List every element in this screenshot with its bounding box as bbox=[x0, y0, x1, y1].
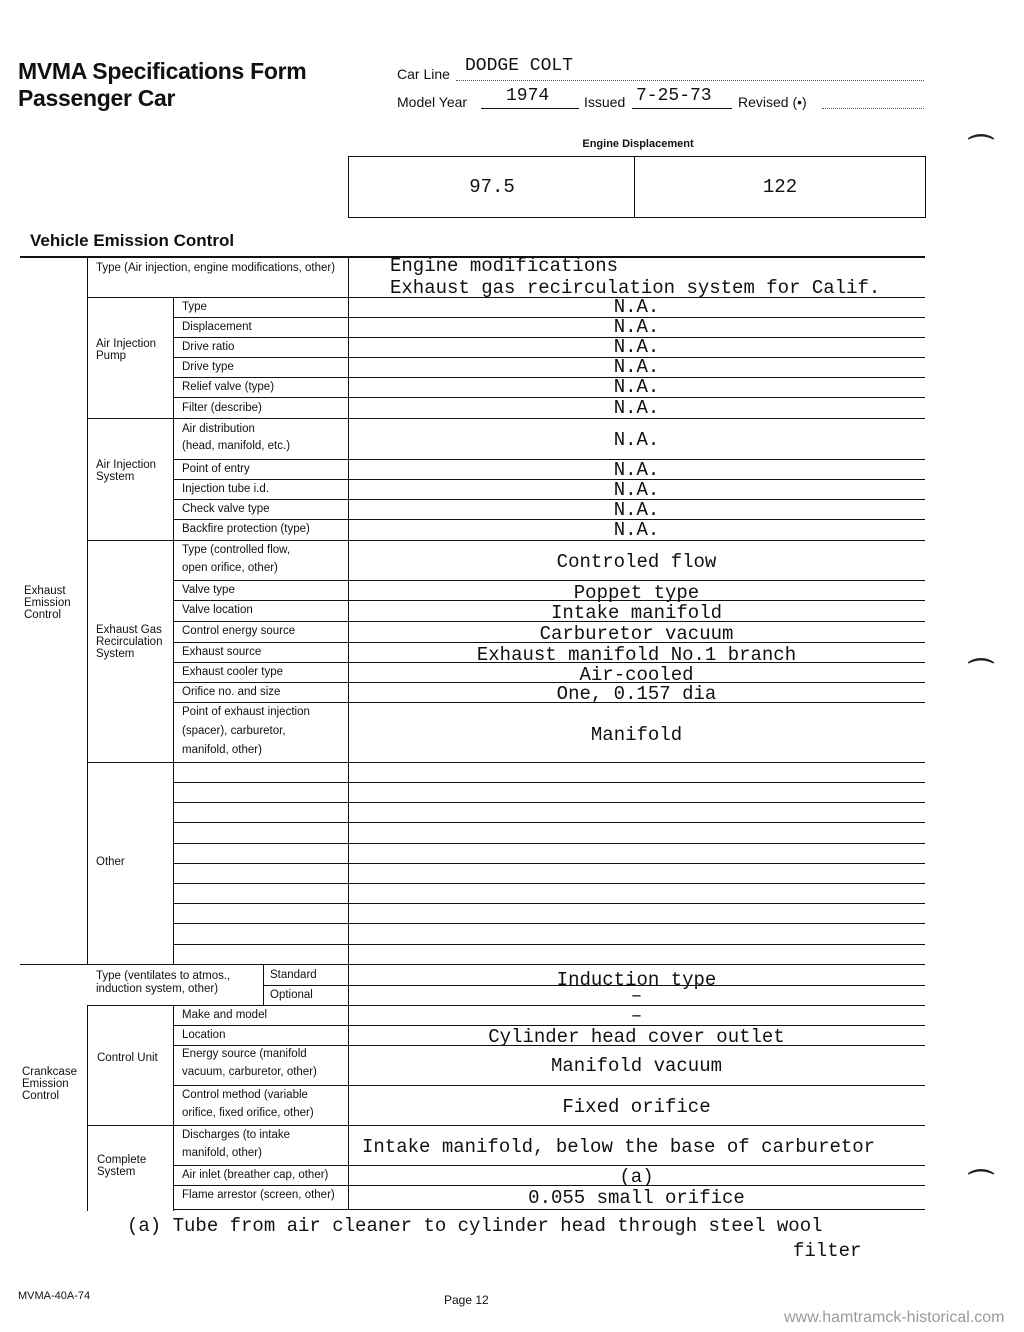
car-line-label: Car Line bbox=[397, 66, 450, 82]
aip-value-5: N.A. bbox=[613, 397, 660, 419]
car-line-underline bbox=[456, 80, 924, 81]
egr-label-7-line2: (spacer), carburetor, bbox=[182, 725, 286, 737]
group-egr-system: Exhaust Gas Recirculation System bbox=[96, 624, 163, 660]
cs-value-0: Intake manifold, below the base of carburetor bbox=[362, 1136, 876, 1158]
crankcase-standard-label: Standard bbox=[270, 969, 317, 981]
page-number: Page 12 bbox=[444, 1293, 489, 1307]
egr-value-2: Intake manifold bbox=[550, 602, 723, 624]
egr-value-4: Exhaust manifold No.1 branch bbox=[476, 644, 797, 666]
aip-label-2: Drive ratio bbox=[182, 341, 235, 353]
egr-label-0-line2: open orifice, other) bbox=[182, 562, 278, 574]
crankcase-standard-value: Induction type bbox=[556, 969, 717, 991]
egr-label-1: Valve type bbox=[182, 584, 235, 596]
aip-label-5: Filter (describe) bbox=[182, 402, 262, 414]
ais-value-1: N.A. bbox=[613, 459, 660, 481]
ais-value-2: N.A. bbox=[613, 479, 660, 501]
group-control-unit: Control Unit bbox=[97, 1052, 158, 1064]
egr-label-7-line3: manifold, other) bbox=[182, 744, 262, 756]
engine-displacement-label: Engine Displacement bbox=[582, 138, 694, 150]
egr-label-2: Valve location bbox=[182, 604, 253, 616]
aip-value-4: N.A. bbox=[613, 376, 660, 398]
egr-label-0-line1: Type (controlled flow, bbox=[182, 544, 291, 556]
cs-label-0-line1: Discharges (to intake bbox=[182, 1129, 291, 1141]
ais-label-4: Backfire protection (type) bbox=[182, 523, 310, 535]
egr-label-7-line1: Point of exhaust injection bbox=[182, 706, 310, 718]
ais-label-3: Check valve type bbox=[182, 503, 270, 515]
cu-value-2: Manifold vacuum bbox=[550, 1055, 723, 1077]
egr-value-0: Controled flow bbox=[556, 551, 717, 573]
egr-value-6: One, 0.157 dia bbox=[556, 683, 717, 705]
group-air-injection-pump: Air Injection Pump bbox=[96, 338, 157, 362]
ais-label-1: Point of entry bbox=[182, 463, 250, 475]
engine-displacement-col2: 122 bbox=[762, 176, 798, 198]
egr-label-5: Exhaust cooler type bbox=[182, 666, 284, 678]
group-complete-system: Complete System bbox=[97, 1154, 147, 1178]
cu-label-2-line2: vacuum, carburetor, other) bbox=[182, 1066, 317, 1078]
aip-value-1: N.A. bbox=[613, 316, 660, 338]
issued-value: 7-25-73 bbox=[636, 86, 712, 106]
cu-value-3: Fixed orifice bbox=[562, 1096, 711, 1118]
engine-displacement-col1: 97.5 bbox=[469, 176, 515, 198]
group-crankcase-emission-control: Crankcase Emission Control bbox=[22, 1066, 77, 1102]
crankcase-optional-value: – bbox=[630, 985, 643, 1007]
cu-label-3-line1: Control method (variable bbox=[182, 1089, 308, 1101]
aip-label-4: Relief valve (type) bbox=[182, 381, 275, 393]
ais-value-0: N.A. bbox=[613, 429, 660, 451]
revised-label: Revised (•) bbox=[738, 94, 807, 110]
egr-label-4: Exhaust source bbox=[182, 646, 262, 658]
ais-value-4: N.A. bbox=[613, 519, 660, 541]
egr-value-5: Air-cooled bbox=[579, 664, 694, 686]
type-row-value-1: Engine modifications bbox=[390, 255, 619, 277]
cs-label-0-line2: manifold, other) bbox=[182, 1147, 262, 1159]
type-row-value-2: Exhaust gas recirculation system for Calif. bbox=[390, 277, 881, 299]
ais-label-2: Injection tube i.d. bbox=[182, 483, 269, 495]
cs-value-2: 0.055 small orifice bbox=[528, 1187, 745, 1209]
model-year-value: 1974 bbox=[506, 86, 550, 106]
crankcase-optional-label: Optional bbox=[270, 989, 313, 1001]
aip-label-1: Displacement bbox=[182, 321, 252, 333]
egr-value-1: Poppet type bbox=[573, 582, 700, 604]
cu-value-1: Cylinder head cover outlet bbox=[488, 1026, 785, 1048]
aip-value-0: N.A. bbox=[613, 296, 660, 318]
binder-mark-icon: ⌒ bbox=[968, 1168, 995, 1198]
model-year-label: Model Year bbox=[397, 94, 468, 110]
ais-label-0-line2: (head, manifold, etc.) bbox=[182, 440, 291, 452]
aip-label-3: Drive type bbox=[182, 361, 234, 373]
watermark: www.hamtramck-historical.com bbox=[784, 1309, 1005, 1326]
egr-value-7: Manifold bbox=[590, 724, 683, 746]
group-other: Other bbox=[96, 856, 125, 868]
cs-value-1: (a) bbox=[619, 1166, 654, 1188]
crankcase-type-label-line1: Type (ventilates to atmos., bbox=[96, 970, 231, 982]
cs-label-1: Air inlet (breather cap, other) bbox=[182, 1169, 329, 1181]
aip-label-0: Type bbox=[182, 301, 207, 313]
cu-label-2-line1: Energy source (manifold bbox=[182, 1048, 307, 1060]
footnote-line1: (a) Tube from air cleaner to cylinder head through steel wool bbox=[127, 1215, 823, 1237]
model-year-underline bbox=[481, 108, 579, 109]
cu-label-0: Make and model bbox=[182, 1009, 268, 1021]
egr-label-6: Orifice no. and size bbox=[182, 686, 281, 698]
group-air-injection-system: Air Injection System bbox=[96, 459, 157, 483]
form-title bbox=[18, 58, 306, 112]
aip-value-2: N.A. bbox=[613, 336, 660, 358]
cu-value-0: – bbox=[630, 1005, 643, 1027]
binder-mark-icon: ⌒ bbox=[968, 657, 995, 687]
form-code: MVMA-40A-74 bbox=[18, 1290, 91, 1302]
aip-value-3: N.A. bbox=[613, 356, 660, 378]
issued-label: Issued bbox=[584, 94, 626, 110]
group-exhaust-emission-control: Exhaust Emission Control bbox=[24, 585, 71, 621]
egr-value-3: Carburetor vacuum bbox=[539, 623, 734, 645]
crankcase-type-label-line2: induction system, other) bbox=[96, 983, 219, 995]
form-title-line1: MVMA Specifications Form bbox=[18, 58, 307, 84]
cs-label-2: Flame arrestor (screen, other) bbox=[182, 1189, 335, 1201]
issued-underline bbox=[632, 108, 732, 109]
type-row-label: Type (Air injection, engine modifications, other) bbox=[96, 262, 336, 274]
egr-label-3: Control energy source bbox=[182, 625, 296, 637]
cu-label-1: Location bbox=[182, 1029, 226, 1041]
car-line-value: DODGE COLT bbox=[465, 56, 574, 76]
form-title-line2: Passenger Car bbox=[18, 85, 176, 111]
cu-label-3-line2: orifice, fixed orifice, other) bbox=[182, 1107, 314, 1119]
ais-label-0-line1: Air distribution bbox=[182, 423, 255, 435]
section-title: Vehicle Emission Control bbox=[30, 231, 235, 250]
ais-value-3: N.A. bbox=[613, 499, 660, 521]
footnote-line2: filter bbox=[793, 1240, 862, 1262]
revised-underline bbox=[822, 108, 924, 109]
binder-mark-icon: ⌒ bbox=[968, 133, 995, 163]
